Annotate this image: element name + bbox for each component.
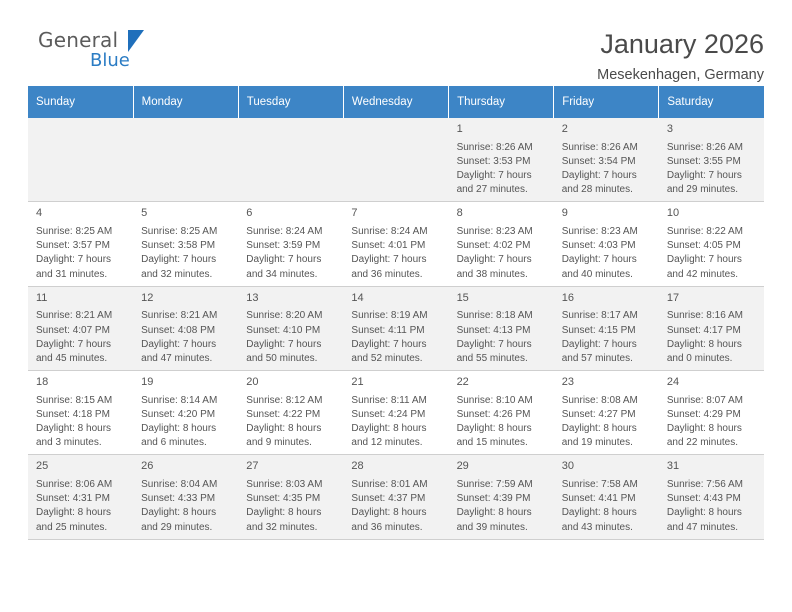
calendar-day-cell[interactable] bbox=[449, 455, 554, 539]
day-info-line: Sunset: 4:10 PM bbox=[246, 324, 321, 336]
calendar-empty-cell bbox=[28, 118, 133, 202]
day-info-line: and 29 minutes. bbox=[666, 184, 739, 196]
day-info-line: Sunrise: 8:19 AM bbox=[351, 310, 428, 322]
day-number: 8 bbox=[456, 207, 463, 220]
day-number: 31 bbox=[666, 460, 680, 473]
day-number: 15 bbox=[456, 291, 469, 304]
day-sun-info bbox=[667, 141, 758, 198]
calendar-day-cell[interactable] bbox=[449, 202, 554, 286]
calendar-week-row bbox=[28, 455, 764, 539]
day-info-line: and 32 minutes. bbox=[141, 268, 213, 280]
day-info-line: Sunrise: 8:14 AM bbox=[141, 394, 218, 406]
day-info-line: and 25 minutes. bbox=[36, 521, 108, 533]
day-info-line: Sunrise: 8:25 AM bbox=[141, 225, 218, 237]
day-sun-info bbox=[457, 225, 548, 282]
day-info-line: Sunrise: 8:17 AM bbox=[561, 310, 638, 322]
calendar-day-cell[interactable] bbox=[554, 286, 659, 370]
day-info-line: Sunrise: 7:56 AM bbox=[666, 479, 743, 491]
day-number: 14 bbox=[351, 291, 364, 304]
day-info-line: Sunset: 4:26 PM bbox=[456, 408, 531, 420]
day-info-line: Sunset: 4:41 PM bbox=[561, 493, 636, 505]
day-info-line: Sunrise: 8:16 AM bbox=[666, 310, 743, 322]
day-number: 6 bbox=[246, 207, 253, 220]
day-info-line: and 27 minutes. bbox=[456, 184, 528, 196]
day-info-line: Daylight: 8 hours bbox=[666, 507, 742, 519]
day-info-line: Sunset: 4:35 PM bbox=[246, 493, 321, 505]
calendar-day-cell[interactable] bbox=[238, 286, 343, 370]
day-info-line: Sunrise: 8:26 AM bbox=[456, 141, 533, 153]
day-number: 21 bbox=[351, 376, 364, 389]
day-sun-info bbox=[562, 141, 653, 198]
day-sun-info bbox=[141, 394, 232, 451]
day-info-line: Sunset: 4:11 PM bbox=[351, 324, 425, 336]
calendar-day-cell[interactable] bbox=[343, 455, 448, 539]
calendar-day-cell[interactable] bbox=[659, 118, 764, 202]
day-info-line: Daylight: 8 hours bbox=[246, 507, 322, 519]
day-info-line: Sunset: 4:07 PM bbox=[36, 324, 110, 336]
weekday-header-wednesday: Wednesday bbox=[343, 86, 448, 118]
day-sun-info bbox=[562, 309, 653, 366]
day-info-line: and 57 minutes. bbox=[561, 352, 633, 364]
day-number: 25 bbox=[36, 460, 49, 473]
calendar-day-cell[interactable] bbox=[659, 286, 764, 370]
day-info-line: Sunrise: 8:24 AM bbox=[351, 225, 428, 237]
day-number: 12 bbox=[141, 291, 154, 304]
day-number: 18 bbox=[36, 376, 49, 389]
day-number: 19 bbox=[141, 376, 154, 389]
day-sun-info bbox=[246, 478, 337, 535]
day-info-line: Daylight: 8 hours bbox=[561, 507, 637, 519]
day-info-line: Daylight: 7 hours bbox=[141, 338, 217, 350]
day-info-line: Sunset: 4:18 PM bbox=[36, 408, 110, 420]
day-info-line: Sunrise: 8:08 AM bbox=[561, 394, 638, 406]
calendar-empty-cell bbox=[238, 118, 343, 202]
calendar-week-row bbox=[28, 202, 764, 286]
day-info-line: and 12 minutes. bbox=[351, 437, 423, 449]
day-info-line: Daylight: 7 hours bbox=[561, 169, 637, 181]
day-info-line: Daylight: 8 hours bbox=[456, 507, 532, 519]
day-info-line: Daylight: 7 hours bbox=[246, 254, 322, 266]
calendar-header-row bbox=[28, 86, 764, 118]
day-number: 29 bbox=[456, 460, 469, 473]
day-info-line: Sunset: 4:27 PM bbox=[561, 408, 636, 420]
calendar-day-cell[interactable] bbox=[343, 286, 448, 370]
title-block bbox=[597, 28, 764, 83]
day-number: 10 bbox=[666, 207, 680, 220]
day-info-line: Sunrise: 8:15 AM bbox=[36, 394, 113, 406]
calendar-week-row bbox=[28, 371, 764, 455]
day-sun-info bbox=[246, 225, 337, 282]
day-info-line: Daylight: 7 hours bbox=[141, 254, 217, 266]
day-info-line: and 31 minutes. bbox=[36, 268, 108, 280]
day-info-line: Sunrise: 8:18 AM bbox=[456, 310, 533, 322]
day-number: 20 bbox=[246, 376, 259, 389]
weekday-header-thursday: Thursday bbox=[449, 86, 554, 118]
calendar-day-cell[interactable] bbox=[28, 202, 133, 286]
day-sun-info bbox=[351, 478, 442, 535]
calendar-day-cell[interactable] bbox=[554, 118, 659, 202]
calendar-week-row bbox=[28, 286, 764, 370]
day-info-line: and 6 minutes. bbox=[141, 437, 207, 449]
calendar-day-cell[interactable] bbox=[554, 202, 659, 286]
day-info-line: Sunrise: 8:03 AM bbox=[246, 479, 323, 491]
day-info-line: and 36 minutes. bbox=[351, 268, 423, 280]
day-info-line: Sunrise: 8:26 AM bbox=[666, 141, 743, 153]
day-info-line: and 40 minutes. bbox=[561, 268, 633, 280]
day-sun-info bbox=[457, 394, 548, 451]
logo-text-general: General bbox=[38, 28, 119, 52]
day-sun-info bbox=[36, 309, 127, 366]
day-number: 4 bbox=[36, 207, 43, 220]
day-sun-info bbox=[351, 394, 442, 451]
day-info-line: Sunrise: 7:59 AM bbox=[456, 479, 533, 491]
day-info-line: Sunset: 4:37 PM bbox=[351, 493, 426, 505]
calendar-day-cell[interactable] bbox=[449, 118, 554, 202]
day-info-line: Sunrise: 8:10 AM bbox=[456, 394, 533, 406]
day-info-line: Sunset: 4:15 PM bbox=[561, 324, 636, 336]
day-info-line: Daylight: 7 hours bbox=[36, 338, 112, 350]
day-info-line: and 47 minutes. bbox=[141, 352, 213, 364]
day-number: 24 bbox=[666, 376, 680, 389]
calendar-empty-cell bbox=[133, 118, 238, 202]
day-number: 7 bbox=[351, 207, 358, 220]
day-sun-info bbox=[246, 394, 337, 451]
day-info-line: Daylight: 8 hours bbox=[36, 423, 112, 435]
day-sun-info bbox=[562, 225, 653, 282]
day-info-line: and 34 minutes. bbox=[246, 268, 318, 280]
day-number: 3 bbox=[666, 123, 673, 135]
day-info-line: and 39 minutes. bbox=[456, 521, 528, 533]
day-info-line: Daylight: 8 hours bbox=[351, 423, 427, 435]
day-info-line: and 42 minutes. bbox=[666, 268, 739, 280]
day-info-line: Sunrise: 8:21 AM bbox=[36, 310, 113, 322]
page-header bbox=[28, 0, 764, 84]
day-info-line: Sunset: 3:58 PM bbox=[141, 240, 216, 252]
calendar-day-cell[interactable] bbox=[343, 371, 448, 455]
weekday-header-monday: Monday bbox=[133, 86, 238, 118]
logo[interactable] bbox=[28, 28, 148, 76]
day-info-line: Sunset: 4:13 PM bbox=[456, 324, 531, 336]
calendar-day-cell[interactable] bbox=[28, 286, 133, 370]
day-number: 11 bbox=[36, 291, 48, 304]
day-sun-info bbox=[457, 141, 548, 198]
day-info-line: and 36 minutes. bbox=[351, 521, 423, 533]
day-info-line: Daylight: 7 hours bbox=[561, 338, 637, 350]
day-sun-info bbox=[36, 478, 127, 535]
location-label: Mesekenhagen, Germany bbox=[597, 67, 764, 84]
day-info-line: Daylight: 7 hours bbox=[666, 169, 742, 181]
calendar-day-cell[interactable] bbox=[28, 371, 133, 455]
day-info-line: Sunset: 4:31 PM bbox=[36, 493, 110, 505]
day-info-line: Sunrise: 8:23 AM bbox=[561, 225, 638, 237]
day-sun-info bbox=[351, 225, 442, 282]
calendar-day-cell[interactable] bbox=[343, 202, 448, 286]
calendar-day-cell[interactable] bbox=[133, 455, 238, 539]
day-number: 17 bbox=[666, 291, 680, 304]
day-number: 16 bbox=[561, 291, 574, 304]
day-info-line: and 9 minutes. bbox=[246, 437, 312, 449]
day-info-line: Sunset: 4:43 PM bbox=[666, 493, 741, 505]
calendar-body bbox=[28, 118, 764, 539]
calendar-empty-cell bbox=[343, 118, 448, 202]
day-info-line: Daylight: 8 hours bbox=[351, 507, 427, 519]
day-info-line: Sunset: 4:08 PM bbox=[141, 324, 216, 336]
day-info-line: Sunrise: 8:01 AM bbox=[351, 479, 428, 491]
day-info-line: and 19 minutes. bbox=[561, 437, 633, 449]
day-info-line: and 29 minutes. bbox=[141, 521, 213, 533]
calendar-week-row bbox=[28, 118, 764, 202]
day-number: 1 bbox=[456, 123, 463, 135]
day-info-line: Sunset: 3:54 PM bbox=[561, 155, 636, 167]
day-info-line: Sunrise: 7:58 AM bbox=[561, 479, 638, 491]
weekday-header-tuesday: Tuesday bbox=[238, 86, 343, 118]
calendar-day-cell[interactable] bbox=[238, 202, 343, 286]
day-info-line: Sunset: 4:24 PM bbox=[351, 408, 426, 420]
day-info-line: Daylight: 7 hours bbox=[36, 254, 112, 266]
calendar-day-cell[interactable] bbox=[554, 455, 659, 539]
day-sun-info bbox=[457, 478, 548, 535]
day-number: 22 bbox=[456, 376, 469, 389]
flag-icon bbox=[128, 30, 144, 52]
calendar-day-cell[interactable] bbox=[238, 371, 343, 455]
day-info-line: Daylight: 7 hours bbox=[456, 254, 532, 266]
day-info-line: and 22 minutes. bbox=[666, 437, 739, 449]
day-info-line: and 45 minutes. bbox=[36, 352, 108, 364]
day-sun-info bbox=[141, 309, 232, 366]
day-info-line: and 0 minutes. bbox=[666, 352, 733, 364]
day-info-line: Sunrise: 8:25 AM bbox=[36, 225, 113, 237]
day-info-line: Daylight: 7 hours bbox=[351, 338, 427, 350]
day-number: 5 bbox=[141, 207, 148, 220]
day-sun-info bbox=[667, 394, 758, 451]
day-info-line: Sunset: 3:53 PM bbox=[456, 155, 531, 167]
day-info-line: and 47 minutes. bbox=[666, 521, 739, 533]
day-info-line: and 43 minutes. bbox=[561, 521, 633, 533]
day-info-line: Sunrise: 8:06 AM bbox=[36, 479, 113, 491]
day-sun-info bbox=[351, 309, 442, 366]
calendar-day-cell[interactable] bbox=[133, 202, 238, 286]
day-info-line: Sunset: 4:33 PM bbox=[141, 493, 216, 505]
weekday-header-friday: Friday bbox=[554, 86, 659, 118]
day-info-line: Daylight: 7 hours bbox=[666, 254, 742, 266]
day-info-line: Sunrise: 8:04 AM bbox=[141, 479, 218, 491]
day-info-line: Daylight: 8 hours bbox=[456, 423, 532, 435]
day-info-line: Sunrise: 8:11 AM bbox=[351, 394, 427, 406]
day-info-line: Sunrise: 8:21 AM bbox=[141, 310, 218, 322]
calendar-day-cell[interactable] bbox=[28, 455, 133, 539]
day-info-line: Sunset: 4:29 PM bbox=[666, 408, 741, 420]
day-sun-info bbox=[562, 478, 653, 535]
day-sun-info bbox=[667, 225, 758, 282]
day-info-line: Daylight: 8 hours bbox=[141, 507, 217, 519]
calendar-day-cell[interactable] bbox=[238, 455, 343, 539]
calendar-day-cell[interactable] bbox=[554, 371, 659, 455]
day-info-line: Sunset: 4:01 PM bbox=[351, 240, 426, 252]
weekday-header-saturday: Saturday bbox=[659, 86, 764, 118]
day-number: 9 bbox=[561, 207, 568, 220]
day-info-line: Daylight: 8 hours bbox=[561, 423, 637, 435]
day-sun-info bbox=[562, 394, 653, 451]
day-info-line: Sunrise: 8:24 AM bbox=[246, 225, 323, 237]
day-info-line: Sunset: 4:22 PM bbox=[246, 408, 321, 420]
day-sun-info bbox=[667, 309, 758, 366]
day-info-line: Daylight: 8 hours bbox=[36, 507, 112, 519]
calendar-table bbox=[28, 86, 764, 540]
day-info-line: Sunset: 3:57 PM bbox=[36, 240, 110, 252]
day-info-line: and 3 minutes. bbox=[36, 437, 102, 449]
day-info-line: Sunset: 4:05 PM bbox=[666, 240, 741, 252]
day-info-line: Sunset: 4:17 PM bbox=[666, 324, 741, 336]
day-info-line: Daylight: 8 hours bbox=[246, 423, 322, 435]
page-title: January 2026 bbox=[600, 29, 764, 59]
day-sun-info bbox=[36, 225, 127, 282]
day-info-line: and 28 minutes. bbox=[561, 184, 633, 196]
day-info-line: and 50 minutes. bbox=[246, 352, 318, 364]
day-info-line: and 15 minutes. bbox=[456, 437, 528, 449]
day-number: 27 bbox=[246, 460, 259, 473]
day-info-line: Sunset: 4:39 PM bbox=[456, 493, 531, 505]
day-number: 13 bbox=[246, 291, 259, 304]
day-info-line: Sunset: 3:55 PM bbox=[666, 155, 741, 167]
day-sun-info bbox=[667, 478, 758, 535]
day-info-line: Daylight: 7 hours bbox=[561, 254, 637, 266]
day-info-line: Sunrise: 8:22 AM bbox=[666, 225, 743, 237]
day-sun-info bbox=[36, 394, 127, 451]
day-info-line: Sunset: 4:20 PM bbox=[141, 408, 216, 420]
day-info-line: Daylight: 7 hours bbox=[456, 169, 532, 181]
day-info-line: Daylight: 8 hours bbox=[666, 338, 742, 350]
day-info-line: Daylight: 8 hours bbox=[666, 423, 742, 435]
day-info-line: Daylight: 7 hours bbox=[246, 338, 322, 350]
calendar-day-cell[interactable] bbox=[449, 371, 554, 455]
day-info-line: and 32 minutes. bbox=[246, 521, 318, 533]
day-info-line: Sunrise: 8:20 AM bbox=[246, 310, 323, 322]
logo-text-blue: Blue bbox=[90, 50, 130, 71]
day-number: 23 bbox=[561, 376, 574, 389]
day-info-line: and 38 minutes. bbox=[456, 268, 528, 280]
day-sun-info bbox=[246, 309, 337, 366]
day-info-line: Sunrise: 8:07 AM bbox=[666, 394, 743, 406]
calendar-day-cell[interactable] bbox=[659, 371, 764, 455]
weekday-header-sunday: Sunday bbox=[28, 86, 133, 118]
day-info-line: Daylight: 7 hours bbox=[456, 338, 532, 350]
calendar-day-cell[interactable] bbox=[659, 202, 764, 286]
day-sun-info bbox=[141, 225, 232, 282]
day-info-line: Sunrise: 8:26 AM bbox=[561, 141, 638, 153]
day-info-line: Sunrise: 8:12 AM bbox=[246, 394, 323, 406]
day-info-line: and 52 minutes. bbox=[351, 352, 423, 364]
day-sun-info bbox=[457, 309, 548, 366]
day-info-line: Daylight: 7 hours bbox=[351, 254, 427, 266]
day-info-line: Sunrise: 8:23 AM bbox=[456, 225, 533, 237]
calendar-day-cell[interactable] bbox=[133, 286, 238, 370]
day-info-line: Daylight: 8 hours bbox=[141, 423, 217, 435]
day-info-line: Sunset: 4:03 PM bbox=[561, 240, 636, 252]
day-info-line: Sunset: 3:59 PM bbox=[246, 240, 321, 252]
day-sun-info bbox=[141, 478, 232, 535]
day-info-line: and 55 minutes. bbox=[456, 352, 528, 364]
calendar-day-cell[interactable] bbox=[659, 455, 764, 539]
day-info-line: Sunset: 4:02 PM bbox=[456, 240, 531, 252]
calendar-day-cell[interactable] bbox=[133, 371, 238, 455]
calendar-day-cell[interactable] bbox=[449, 286, 554, 370]
day-number: 30 bbox=[561, 460, 574, 473]
day-number: 2 bbox=[561, 123, 568, 135]
day-number: 26 bbox=[141, 460, 154, 473]
day-number: 28 bbox=[351, 460, 364, 473]
